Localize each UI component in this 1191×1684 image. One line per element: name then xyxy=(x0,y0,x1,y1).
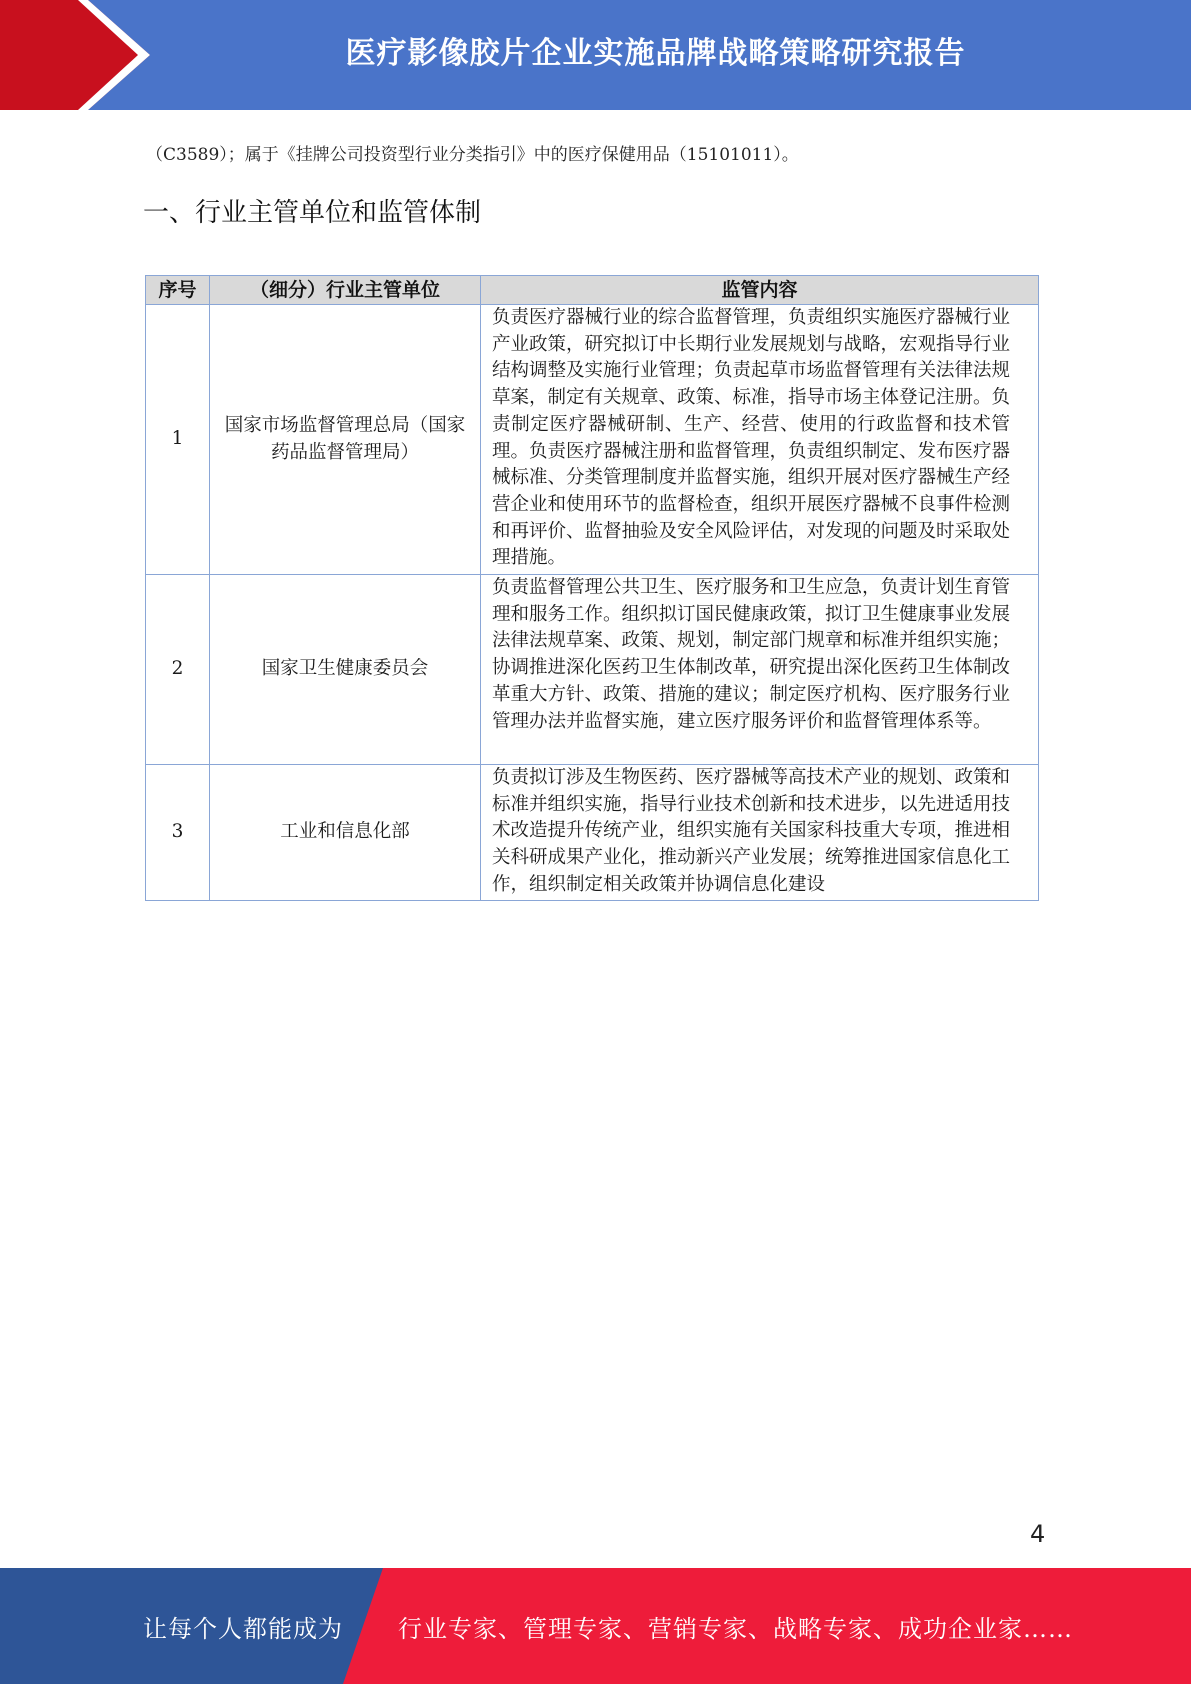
document-title: 医疗影像胶片企业实施品牌战略策略研究报告 xyxy=(345,36,966,71)
row-num: 1 xyxy=(146,305,210,575)
row-org: 工业和信息化部 xyxy=(210,765,481,901)
header-cell-org: （细分）行业主管单位 xyxy=(210,276,481,305)
regulator-table xyxy=(145,275,1039,901)
section-heading: 一、行业主管单位和监管体制 xyxy=(143,198,482,228)
row-content: 负责监督管理公共卫生、医疗服务和卫生应急，负责计划生育管理和服务工作。组织拟订国民健康政策，拟订卫生健康事业发展法律法规草案、政策、规划，制定部门规章和标准并组织实施；协调推进深化医药卫生体制改革，研究提出深化医药卫生体制改革重大方针、政策、措施的建议；制定医疗机构、医疗服务行业管理办法并监督实施，建立医疗服务评价和监督管理体系等。 xyxy=(481,575,1039,765)
footer-slogan-left: 让每个人都能成为 xyxy=(143,1614,343,1643)
row-num: 3 xyxy=(146,765,210,901)
row-org: 国家卫生健康委员会 xyxy=(210,575,481,765)
header-cell-content: 监管内容 xyxy=(481,276,1039,305)
table-header-row xyxy=(146,276,1039,305)
page-number: 4 xyxy=(1030,1520,1046,1548)
row-num: 2 xyxy=(146,575,210,765)
footer-slogan-right: 行业专家、管理专家、营销专家、战略专家、成功企业家…… xyxy=(398,1614,1073,1643)
intro-line: （C3589）；属于《挂牌公司投资型行业分类指引》中的医疗保健用品（15101011）。 xyxy=(146,145,799,165)
table-row xyxy=(146,575,1039,765)
row-org: 国家市场监督管理总局（国家药品监督管理局） xyxy=(210,305,481,575)
table-row xyxy=(146,765,1039,901)
row-content: 负责拟订涉及生物医药、医疗器械等高技术产业的规划、政策和标准并组织实施，指导行业技术创新和技术进步，以先进适用技术改造提升传统产业，组织实施有关国家科技重大专项，推进相关科研成果产业化，推动新兴产业发展；统筹推进国家信息化工作，组织制定相关政策并协调信息化建设 xyxy=(481,765,1039,901)
table-row xyxy=(146,305,1039,575)
header-cell-num: 序号 xyxy=(146,276,210,305)
header-banner xyxy=(0,0,1191,110)
footer-banner xyxy=(0,1568,1191,1684)
row-content: 负责医疗器械行业的综合监督管理，负责组织实施医疗器械行业产业政策，研究拟订中长期行业发展规划与战略，宏观指导行业结构调整及实施行业管理；负责起草市场监督管理有关法律法规草案，制定有关规章、政策、标准，指导市场主体登记注册。负责制定医疗器械研制、生产、经营、使用的行政监督和技术管理。负责医疗器械注册和监督管理，负责组织制定、发布医疗器械标准、分类管理制度并监督实施，组织开展对医疗器械生产经营企业和使用环节的监督检查，组织开展医疗器械不良事件检测和再评价、监督抽验及安全风险评估，对发现的问题及时采取处理措施。 xyxy=(481,305,1039,575)
